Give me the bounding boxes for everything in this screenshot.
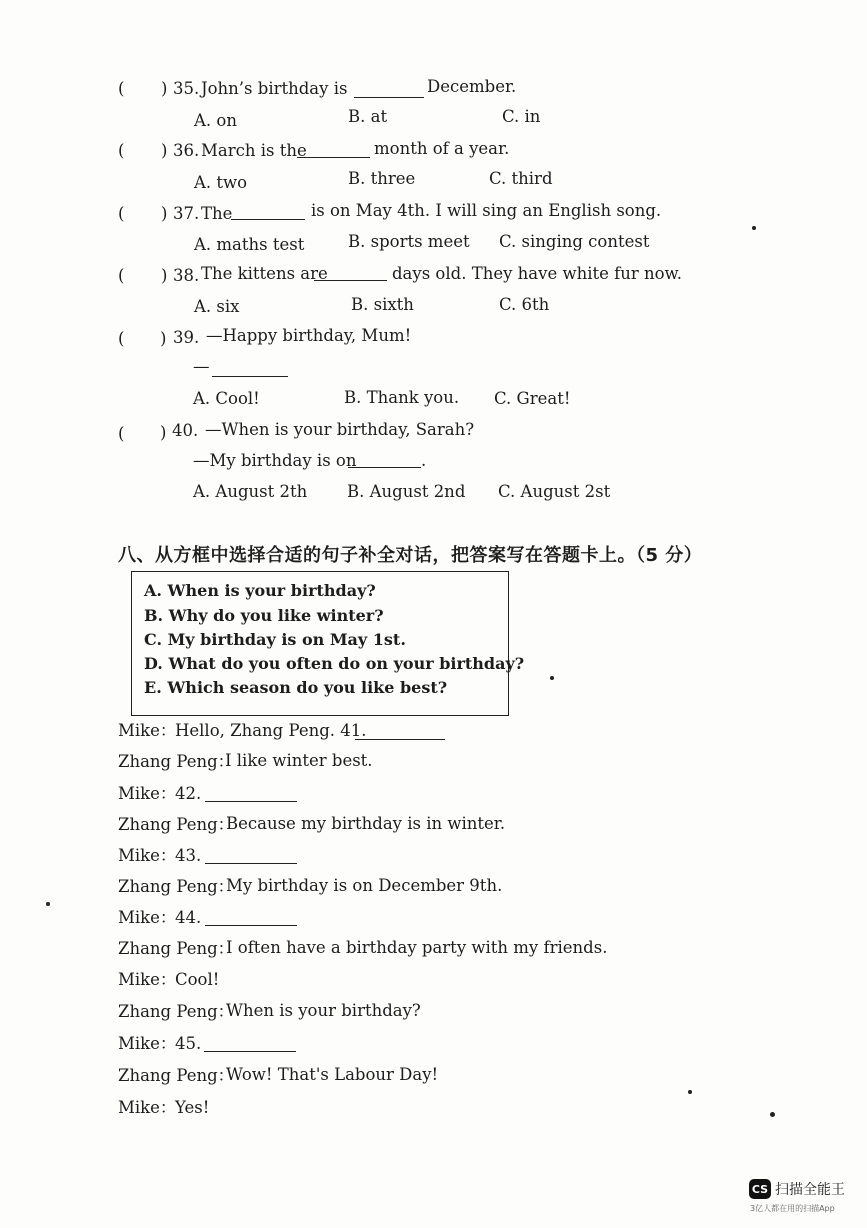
question-number: 37. bbox=[173, 204, 200, 223]
answer-blank[interactable] bbox=[354, 83, 424, 98]
answer-blank[interactable] bbox=[212, 362, 288, 377]
speaker: Zhang Peng： bbox=[118, 1002, 235, 1021]
question-number: 35. bbox=[173, 79, 200, 98]
box-option-c: C. My birthday is on May 1st. bbox=[144, 630, 406, 649]
option-b[interactable]: B. three bbox=[348, 169, 416, 188]
answer-paren-open: ( bbox=[118, 141, 125, 160]
speaker: Mike： bbox=[118, 784, 177, 803]
question-number: 40. bbox=[172, 421, 199, 440]
scan-speck bbox=[550, 676, 554, 680]
option-a[interactable]: A. on bbox=[194, 111, 237, 130]
option-box bbox=[131, 571, 525, 716]
line-text: Hello, Zhang Peng. 41. bbox=[175, 721, 367, 740]
answer-paren-open: ( bbox=[118, 424, 125, 443]
line-text: My birthday is on December 9th. bbox=[226, 876, 503, 895]
option-b[interactable]: B. sports meet bbox=[348, 232, 470, 251]
question-stem-end: December. bbox=[427, 77, 517, 96]
option-b[interactable]: B. Thank you. bbox=[344, 388, 460, 407]
speaker: Mike： bbox=[118, 1098, 177, 1117]
reply-line-end: . bbox=[421, 451, 427, 470]
box-option-e: E. Which season do you like best? bbox=[144, 678, 448, 697]
question-stem: —When is your birthday, Sarah? bbox=[205, 420, 475, 439]
speaker: Zhang Peng： bbox=[118, 815, 235, 834]
option-c[interactable]: C. 6th bbox=[499, 295, 550, 314]
line-text: 42. bbox=[175, 784, 202, 803]
answer-paren-close: ) bbox=[160, 423, 167, 442]
option-b[interactable]: B. at bbox=[348, 107, 388, 126]
option-b[interactable]: B. sixth bbox=[351, 295, 414, 314]
scan-speck bbox=[770, 1112, 775, 1117]
answer-blank[interactable] bbox=[297, 143, 370, 158]
cs-logo-icon: CS bbox=[749, 1179, 771, 1199]
speaker: Mike： bbox=[118, 1034, 177, 1053]
speaker: Zhang Peng： bbox=[118, 877, 235, 896]
option-a[interactable]: A. Cool! bbox=[193, 389, 260, 408]
question-number: 38. bbox=[173, 266, 200, 285]
speaker: Mike： bbox=[118, 846, 177, 865]
line-text: Because my birthday is in winter. bbox=[226, 814, 506, 833]
option-c[interactable]: C. third bbox=[489, 169, 553, 188]
answer-paren-close: ) bbox=[161, 266, 168, 285]
speaker: Zhang Peng： bbox=[118, 939, 235, 958]
line-text: When is your birthday? bbox=[226, 1001, 421, 1020]
question-number: 36. bbox=[173, 141, 200, 160]
line-text: 43. bbox=[175, 846, 202, 865]
scanner-brand-name: 扫描全能王 bbox=[775, 1182, 845, 1198]
scanner-watermark bbox=[749, 1179, 845, 1199]
answer-blank[interactable] bbox=[205, 787, 297, 802]
answer-paren-open: ( bbox=[118, 266, 125, 285]
reply-dash: — bbox=[193, 357, 210, 376]
speaker: Mike： bbox=[118, 721, 177, 740]
line-text: 45. bbox=[175, 1034, 202, 1053]
question-stem: John’s birthday is bbox=[201, 79, 348, 98]
scan-speck bbox=[752, 226, 756, 230]
speaker: Zhang Peng： bbox=[118, 752, 235, 771]
option-c[interactable]: C. singing contest bbox=[499, 232, 650, 251]
option-c[interactable]: C. August 2st bbox=[498, 482, 611, 501]
question-stem-end: is on May 4th. I will sing an English song. bbox=[311, 201, 662, 220]
answer-paren-close: ) bbox=[161, 141, 168, 160]
question-number: 39. bbox=[173, 328, 200, 347]
question-stem-end: days old. They have white fur now. bbox=[392, 264, 682, 283]
box-option-a: A. When is your birthday? bbox=[144, 581, 376, 600]
line-text: I often have a birthday party with my friends. bbox=[226, 938, 608, 957]
speaker: Mike： bbox=[118, 908, 177, 927]
line-text: Wow! That's Labour Day! bbox=[226, 1065, 439, 1084]
line-text: 44. bbox=[175, 908, 202, 927]
scan-speck bbox=[46, 902, 50, 906]
option-a[interactable]: A. six bbox=[194, 297, 240, 316]
answer-blank[interactable] bbox=[348, 453, 421, 468]
speaker: Zhang Peng： bbox=[118, 1066, 235, 1085]
answer-blank[interactable] bbox=[314, 266, 387, 281]
answer-paren-open: ( bbox=[118, 329, 125, 348]
answer-blank[interactable] bbox=[231, 205, 305, 220]
answer-paren-close: ) bbox=[161, 79, 168, 98]
scan-speck bbox=[688, 1090, 692, 1094]
line-text: Cool! bbox=[175, 970, 220, 989]
option-a[interactable]: A. two bbox=[194, 173, 248, 192]
section-heading: 八、从方框中选择合适的句子补全对话，把答案写在答题卡上。（5 分） bbox=[118, 545, 703, 566]
question-stem: The bbox=[201, 204, 233, 223]
answer-paren-open: ( bbox=[118, 79, 125, 98]
answer-blank[interactable] bbox=[205, 911, 297, 926]
answer-blank[interactable] bbox=[355, 725, 445, 740]
answer-paren-close: ) bbox=[160, 329, 167, 348]
option-c[interactable]: C. Great! bbox=[494, 389, 571, 408]
option-b[interactable]: B. August 2nd bbox=[347, 482, 466, 501]
option-a[interactable]: A. maths test bbox=[194, 235, 305, 254]
speaker: Mike： bbox=[118, 970, 177, 989]
question-stem-end: month of a year. bbox=[374, 139, 510, 158]
question-stem: The kittens are bbox=[201, 264, 328, 283]
option-a[interactable]: A. August 2th bbox=[193, 482, 308, 501]
answer-paren-open: ( bbox=[118, 204, 125, 223]
reply-line: —My birthday is on bbox=[193, 451, 357, 470]
answer-blank[interactable] bbox=[204, 1037, 296, 1052]
box-option-b: B. Why do you like winter? bbox=[144, 606, 384, 625]
line-text: Yes! bbox=[175, 1098, 210, 1117]
box-option-d: D. What do you often do on your birthday? bbox=[144, 654, 525, 673]
line-text: I like winter best. bbox=[225, 751, 373, 770]
question-stem: —Happy birthday, Mum! bbox=[206, 326, 412, 345]
question-stem: March is the bbox=[201, 141, 307, 160]
option-c[interactable]: C. in bbox=[502, 107, 541, 126]
answer-paren-close: ) bbox=[161, 204, 168, 223]
answer-blank[interactable] bbox=[205, 849, 297, 864]
scanner-tagline: 3亿人都在用的扫描App bbox=[750, 1204, 835, 1213]
